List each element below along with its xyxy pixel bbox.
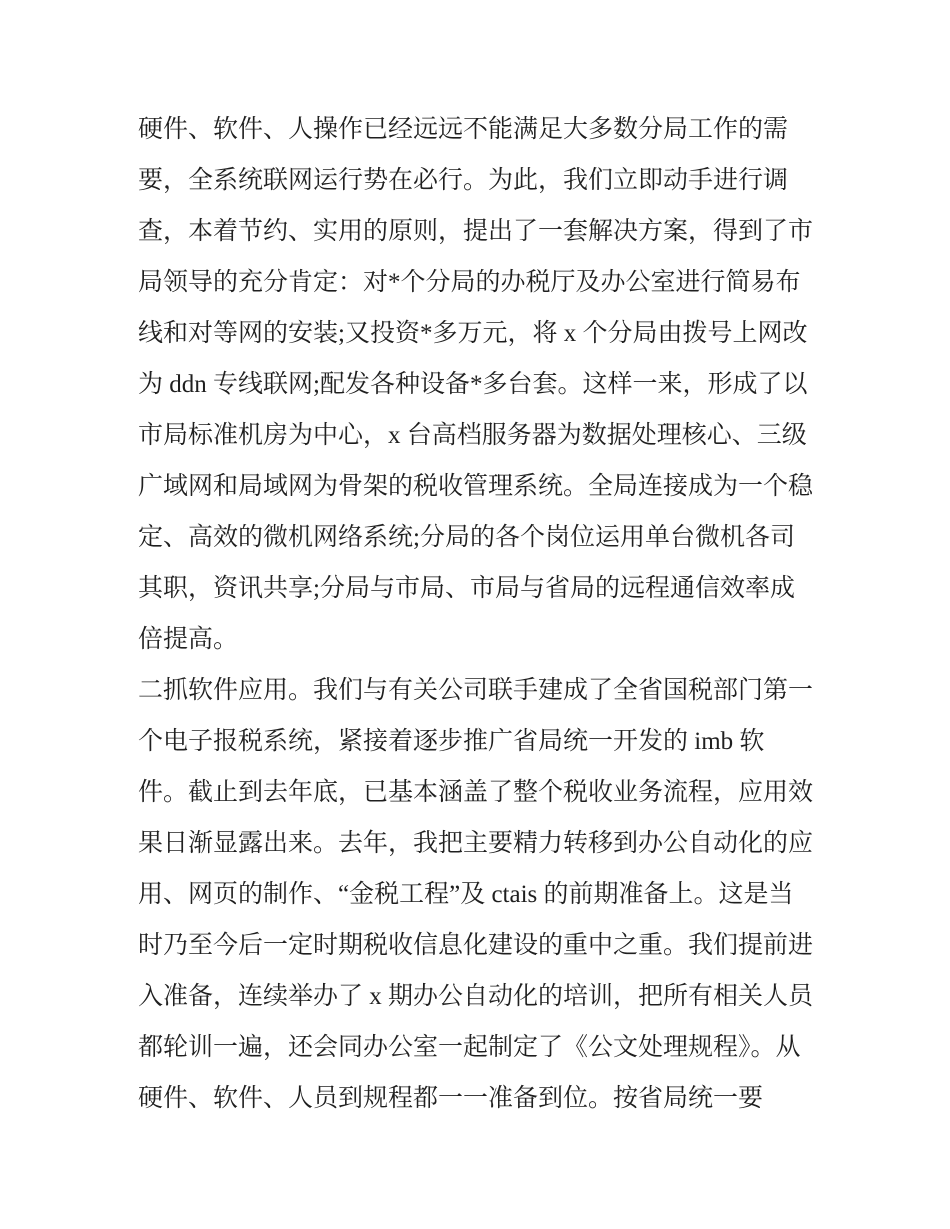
text-line: 线和对等网的安装;又投资*多万元，将 x 个分局由拨号上网改 bbox=[138, 320, 808, 347]
text-line: 都轮训一遍，还会同办公室一起制定了《公文处理规程》。从 bbox=[138, 1034, 801, 1061]
text-line: 市局标准机房为中心，x 台高档服务器为数据处理核心、三级 bbox=[138, 422, 807, 449]
text-line: 用、网页的制作、“金税工程”及 ctais 的前期准备上。这是当 bbox=[138, 881, 794, 908]
text-line: 局领导的充分肯定：对*个分局的办税厅及办公室进行简易布 bbox=[138, 269, 801, 296]
text-line: 果日渐显露出来。去年，我把主要精力转移到办公自动化的应 bbox=[138, 830, 814, 857]
text-line: 其职，资讯共享;分局与市局、市局与省局的远程通信效率成 bbox=[138, 575, 795, 602]
text-line: 倍提高。 bbox=[138, 626, 239, 653]
text-line: 硬件、软件、人操作已经远远不能满足大多数分局工作的需 bbox=[138, 116, 789, 143]
text-line: 入准备，连续举办了 x 期办公自动化的培训，把所有相关人员 bbox=[138, 983, 814, 1010]
text-block bbox=[138, 104, 828, 1124]
text-line: 二抓软件应用。我们与有关公司联手建成了全省国税部门第一 bbox=[138, 677, 814, 704]
text-line: 定、高效的微机网络系统;分局的各个岗位运用单台微机各司 bbox=[138, 524, 795, 551]
text-line: 件。截止到去年底，已基本涵盖了整个税收业务流程，应用效 bbox=[138, 779, 814, 806]
text-line: 个电子报税系统，紧接着逐步推广省局统一开发的 imb 软 bbox=[138, 728, 765, 755]
text-line: 查，本着节约、实用的原则，提出了一套解决方案，得到了市 bbox=[138, 218, 814, 245]
text-line: 硬件、软件、人员到规程都一一准备到位。按省局统一要 bbox=[138, 1085, 764, 1112]
text-line: 时乃至今后一定时期税收信息化建设的重中之重。我们提前进 bbox=[138, 932, 814, 959]
text-line: 为 ddn 专线联网;配发各种设备*多台套。这样一来，形成了以 bbox=[138, 371, 808, 398]
text-line: 要，全系统联网运行势在必行。为此，我们立即动手进行调 bbox=[138, 167, 789, 194]
text-line: 广域网和局域网为骨架的税收管理系统。全局连接成为一个稳 bbox=[138, 473, 814, 500]
